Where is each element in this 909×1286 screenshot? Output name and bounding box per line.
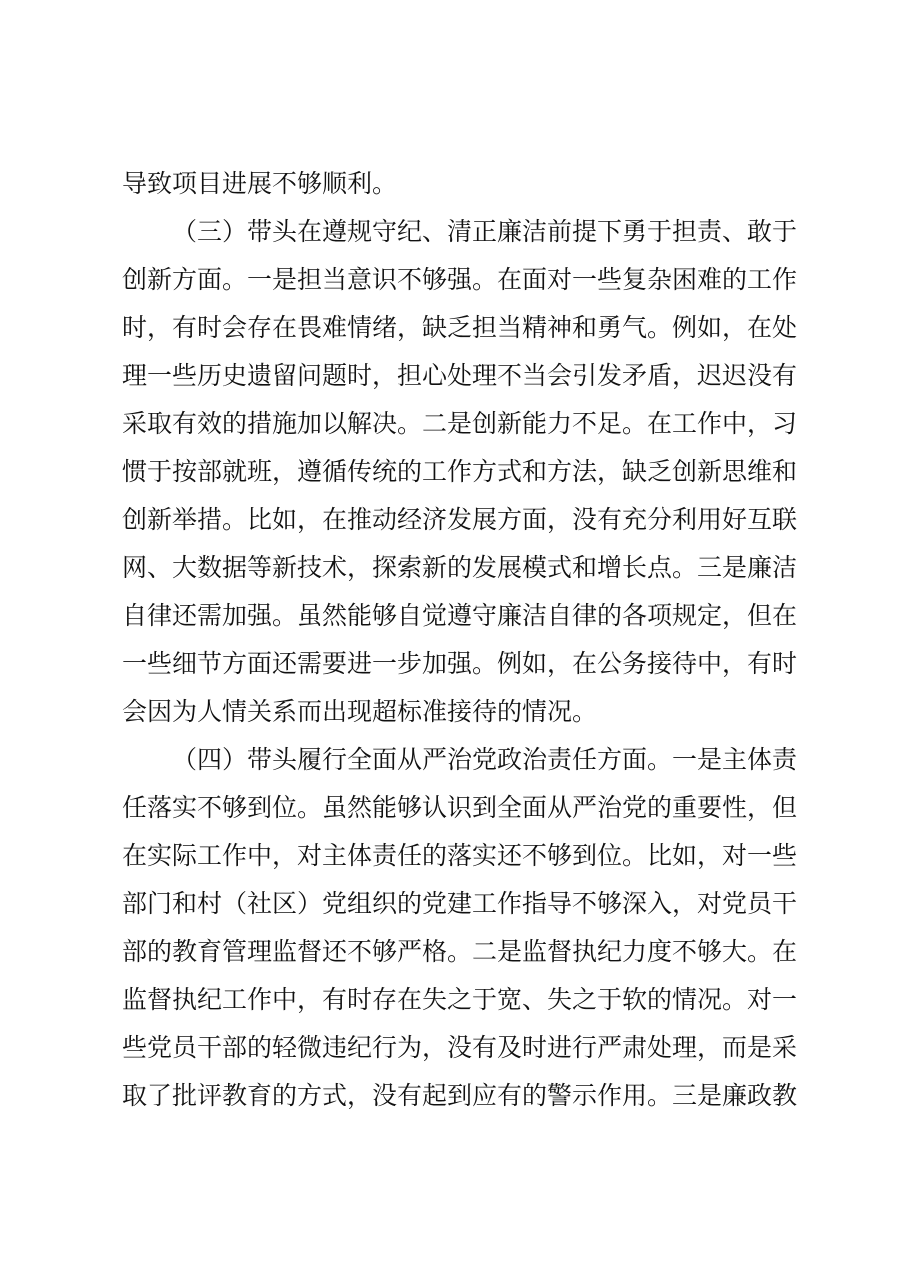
text-line: 网、大数据等新技术，探索新的发展模式和增长点。三是廉洁 [122, 553, 798, 582]
text-line: 导致项目进展不够顺利。 [122, 169, 398, 198]
text-line: 任落实不够到位。虽然能够认识到全面从严治党的重要性，但 [122, 793, 798, 822]
text-line: 监督执纪工作中，有时存在失之于宽、失之于软的情况。对一 [122, 985, 798, 1014]
text-line: 在实际工作中，对主体责任的落实还不够到位。比如，对一些 [122, 841, 798, 870]
section-heading-line: （四）带头履行全面从严治党政治责任方面。一是主体责 [172, 745, 798, 774]
text-line: 理一些历史遗留问题时，担心处理不当会引发矛盾，迟迟没有 [122, 361, 798, 390]
text-line: 部的教育管理监督还不够严格。二是监督执纪力度不够大。在 [122, 937, 798, 966]
text-line: 时，有时会存在畏难情绪，缺乏担当精神和勇气。例如，在处 [122, 313, 798, 342]
text-line: 一些细节方面还需要进一步加强。例如，在公务接待中，有时 [122, 649, 798, 678]
text-line: 取了批评教育的方式，没有起到应有的警示作用。三是廉政教 [122, 1081, 798, 1110]
text-line: 惯于按部就班，遵循传统的工作方式和方法，缺乏创新思维和 [122, 457, 798, 486]
text-line: 创新举措。比如，在推动经济发展方面，没有充分利用好互联 [122, 505, 798, 534]
text-line: 会因为人情关系而出现超标准接待的情况。 [122, 697, 598, 726]
section-heading-line: （三）带头在遵规守纪、清正廉洁前提下勇于担责、敢于 [172, 217, 798, 246]
text-line: 些党员干部的轻微违纪行为，没有及时进行严肃处理，而是采 [122, 1033, 798, 1062]
text-line: 创新方面。一是担当意识不够强。在面对一些复杂困难的工作 [122, 265, 798, 294]
text-line: 采取有效的措施加以解决。二是创新能力不足。在工作中，习 [122, 409, 798, 438]
text-line: 自律还需加强。虽然能够自觉遵守廉洁自律的各项规定，但在 [122, 601, 798, 630]
text-line: 部门和村（社区）党组织的党建工作指导不够深入，对党员干 [122, 889, 798, 918]
